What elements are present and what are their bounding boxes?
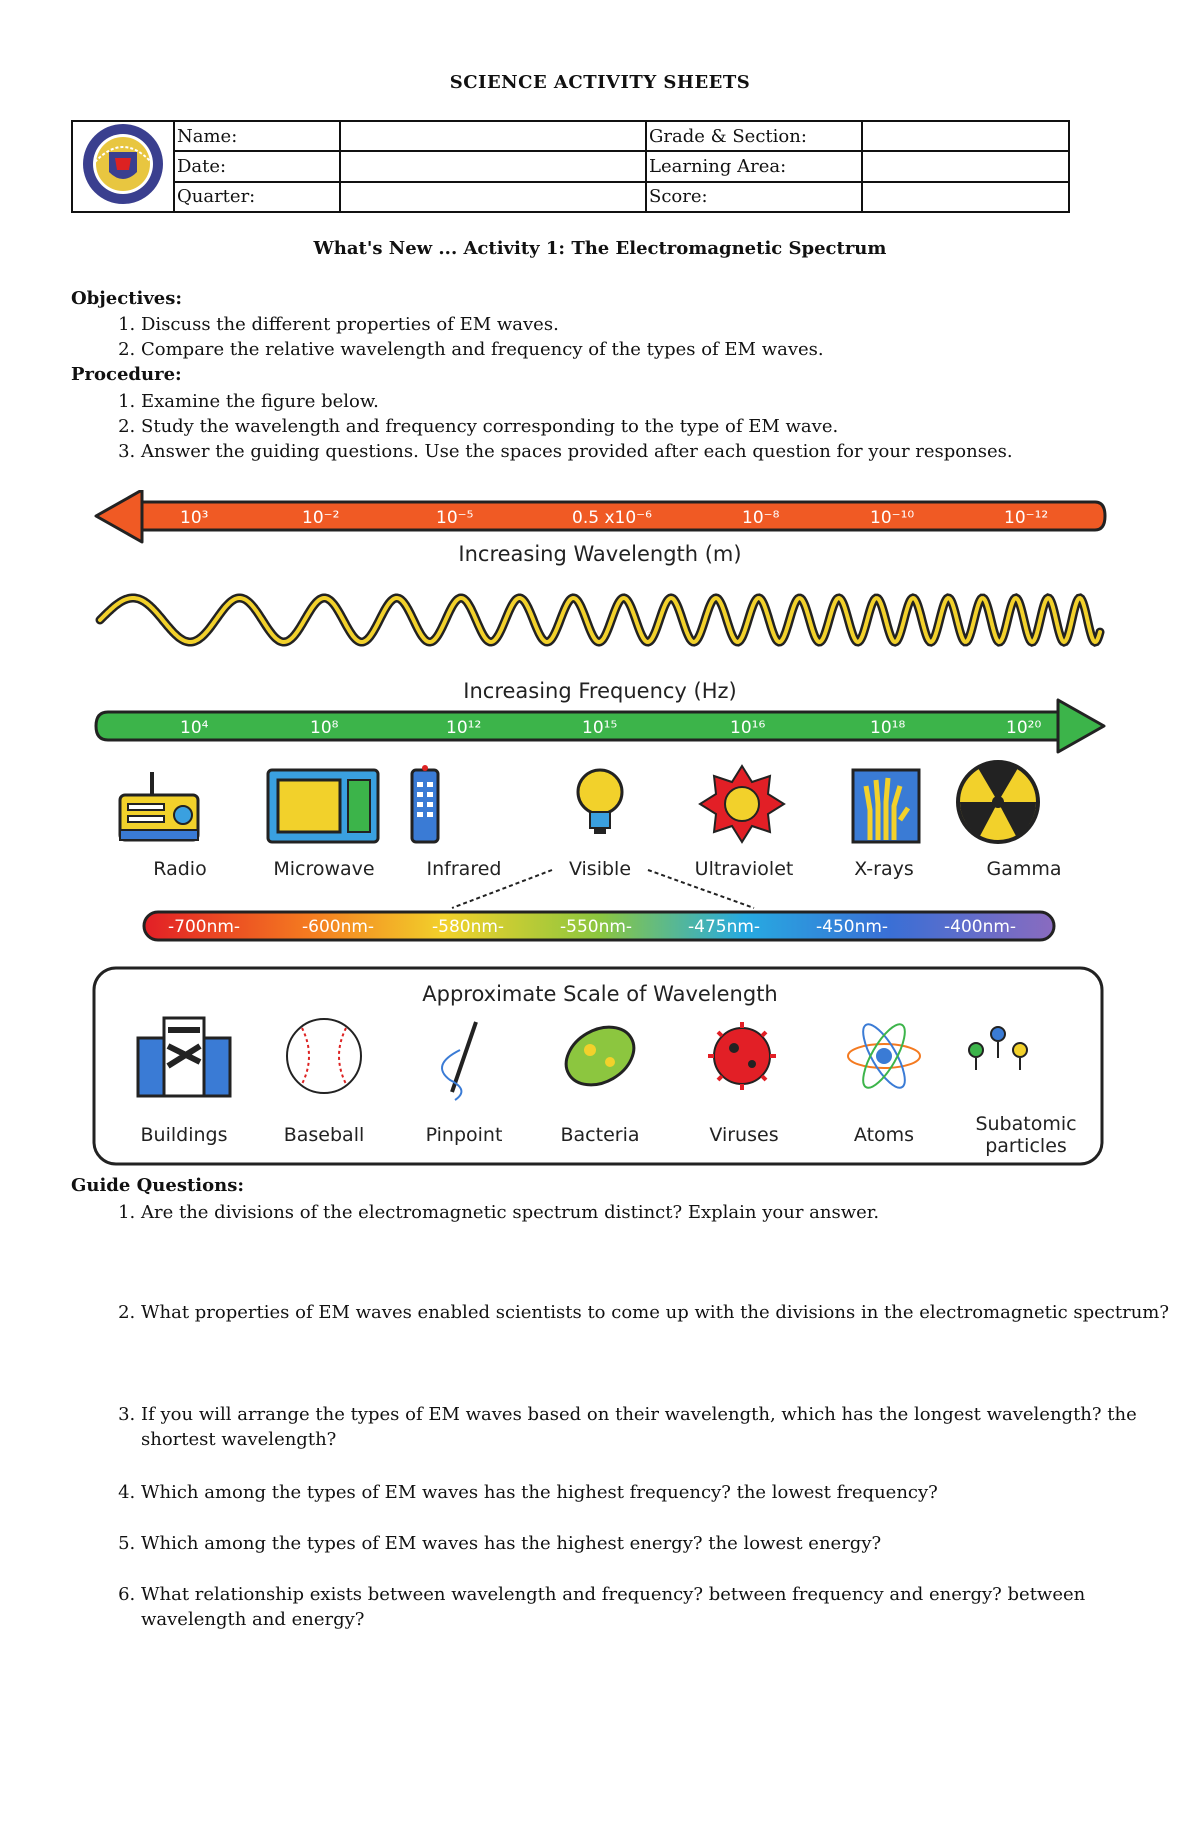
list-item: 3. Answer the guiding questions. Use the spaces provided after each question for your responses. — [141, 439, 1141, 464]
page-title: SCIENCE ACTIVITY SHEETS — [449, 72, 751, 93]
visible-tick: -400nm- — [944, 917, 1017, 937]
frequency-tick: 10¹² — [446, 718, 482, 738]
wave-type-gamma: Gamma — [986, 858, 1062, 880]
wavelength-axis-label: Increasing Wavelength (m) — [458, 542, 742, 566]
wavelength-tick: 10⁻¹² — [1004, 508, 1049, 528]
area-label: Learning Area: — [646, 151, 862, 181]
name-label: Name: — [174, 121, 340, 151]
microwave-icon — [268, 770, 378, 842]
visible-tick: -600nm- — [302, 917, 375, 937]
light-bulb-icon — [578, 770, 622, 834]
guide-question: 2. What properties of EM waves enabled scientists to come up with the divisions in the electromagnetic spectrum? — [141, 1300, 1191, 1325]
objectives-list — [71, 312, 1141, 362]
quarter-label: Quarter: — [174, 182, 340, 212]
scale-particles: particles — [985, 1135, 1067, 1157]
scale-title: Approximate Scale of Wavelength — [422, 982, 778, 1006]
guide-question: 3. If you will arrange the types of EM waves based on their wavelength, which has the longest wavelength? the shortest wavelength? — [141, 1402, 1191, 1452]
scale-bacteria: Bacteria — [560, 1124, 640, 1146]
score-label: Score: — [646, 182, 862, 212]
guide-question-list — [71, 1200, 1191, 1225]
visible-tick: -550nm- — [560, 917, 633, 937]
quarter-field[interactable] — [340, 182, 646, 212]
wave-type-infrared: Infrared — [426, 858, 502, 880]
wave-type-xrays: X-rays — [854, 858, 914, 880]
sun-icon — [700, 766, 784, 842]
wave-type-microwave: Microwave — [273, 858, 375, 880]
frequency-tick: 10¹⁵ — [582, 718, 618, 738]
guide-question-list — [71, 1402, 1191, 1452]
wave-type-radio: Radio — [153, 858, 207, 880]
guide-question-list — [71, 1531, 1191, 1556]
scale-viruses: Viruses — [709, 1124, 779, 1146]
wavelength-tick: 0.5 x10⁻⁶ — [572, 508, 652, 528]
guide-question-list — [71, 1300, 1191, 1325]
scale-baseball: Baseball — [283, 1124, 365, 1146]
guide-question: 6. What relationship exists between wavelength and frequency? between frequency and energy? between wavelength and energy? — [141, 1582, 1191, 1632]
wavelength-arrow — [96, 490, 1105, 542]
objectives-heading: Objectives: — [71, 288, 183, 309]
visible-tick: -700nm- — [168, 917, 241, 937]
frequency-tick: 10⁸ — [310, 718, 339, 738]
grade-field[interactable] — [862, 121, 1069, 151]
student-info-table — [71, 120, 1070, 213]
frequency-tick: 10¹⁶ — [730, 718, 766, 738]
baseball-icon — [287, 1019, 361, 1093]
area-field[interactable] — [862, 151, 1069, 181]
wavelength-tick: 10⁻⁸ — [742, 508, 780, 528]
wavelength-tick: 10⁻⁵ — [436, 508, 474, 528]
list-item: 2. Study the wavelength and frequency corresponding to the type of EM wave. — [141, 414, 1141, 439]
list-item: 1. Examine the figure below. — [141, 389, 1141, 414]
guide-question: 4. Which among the types of EM waves has the highest frequency? the lowest frequency? — [141, 1480, 1191, 1505]
date-field[interactable] — [340, 151, 646, 181]
radiation-icon — [958, 762, 1038, 842]
frequency-tick: 10⁴ — [180, 718, 209, 738]
list-item: 1. Discuss the different properties of EM waves. — [141, 312, 1141, 337]
wavelength-tick: 10⁻² — [302, 508, 340, 528]
frequency-axis-label: Increasing Frequency (Hz) — [463, 679, 737, 703]
scale-atoms: Atoms — [853, 1124, 915, 1146]
remote-control-icon — [412, 765, 438, 842]
scale-buildings: Buildings — [140, 1124, 228, 1146]
grade-label: Grade & Section: — [646, 121, 862, 151]
name-field[interactable] — [340, 121, 646, 151]
wave-type-ultraviolet: Ultraviolet — [694, 858, 794, 880]
radio-icon — [120, 772, 198, 840]
procedure-heading: Procedure: — [71, 364, 182, 385]
wavelength-tick: 10⁻¹⁰ — [870, 508, 915, 528]
guide-question: 5. Which among the types of EM waves has the highest energy? the lowest energy? — [141, 1531, 1191, 1556]
visible-tick: -580nm- — [432, 917, 505, 937]
frequency-arrow — [96, 700, 1104, 752]
guide-question: 1. Are the divisions of the electromagnetic spectrum distinct? Explain your answer. — [141, 1200, 1191, 1225]
wave-type-visible: Visible — [568, 858, 632, 880]
activity-title: What's New ... Activity 1: The Electromagnetic Spectrum — [313, 238, 887, 259]
visible-tick: -450nm- — [816, 917, 889, 937]
frequency-tick: 10²⁰ — [1006, 718, 1042, 738]
virus-icon — [708, 1022, 776, 1090]
guide-question-list — [71, 1582, 1191, 1632]
score-field[interactable] — [862, 182, 1069, 212]
frequency-tick: 10¹⁸ — [870, 718, 906, 738]
guide-question-list — [71, 1480, 1191, 1505]
list-item: 2. Compare the relative wavelength and frequency of the types of EM waves. — [141, 337, 1141, 362]
x-ray-icon — [853, 770, 919, 842]
scale-subatomic: Subatomic — [975, 1113, 1077, 1135]
deped-seal-logo — [72, 121, 174, 212]
scale-pinpoint: Pinpoint — [425, 1124, 503, 1146]
procedure-list — [71, 389, 1141, 464]
date-label: Date: — [174, 151, 340, 181]
wavelength-tick: 10³ — [180, 508, 209, 528]
em-spectrum-figure — [80, 490, 1120, 1170]
visible-tick: -475nm- — [688, 917, 761, 937]
guide-questions-heading: Guide Questions: — [71, 1175, 244, 1196]
